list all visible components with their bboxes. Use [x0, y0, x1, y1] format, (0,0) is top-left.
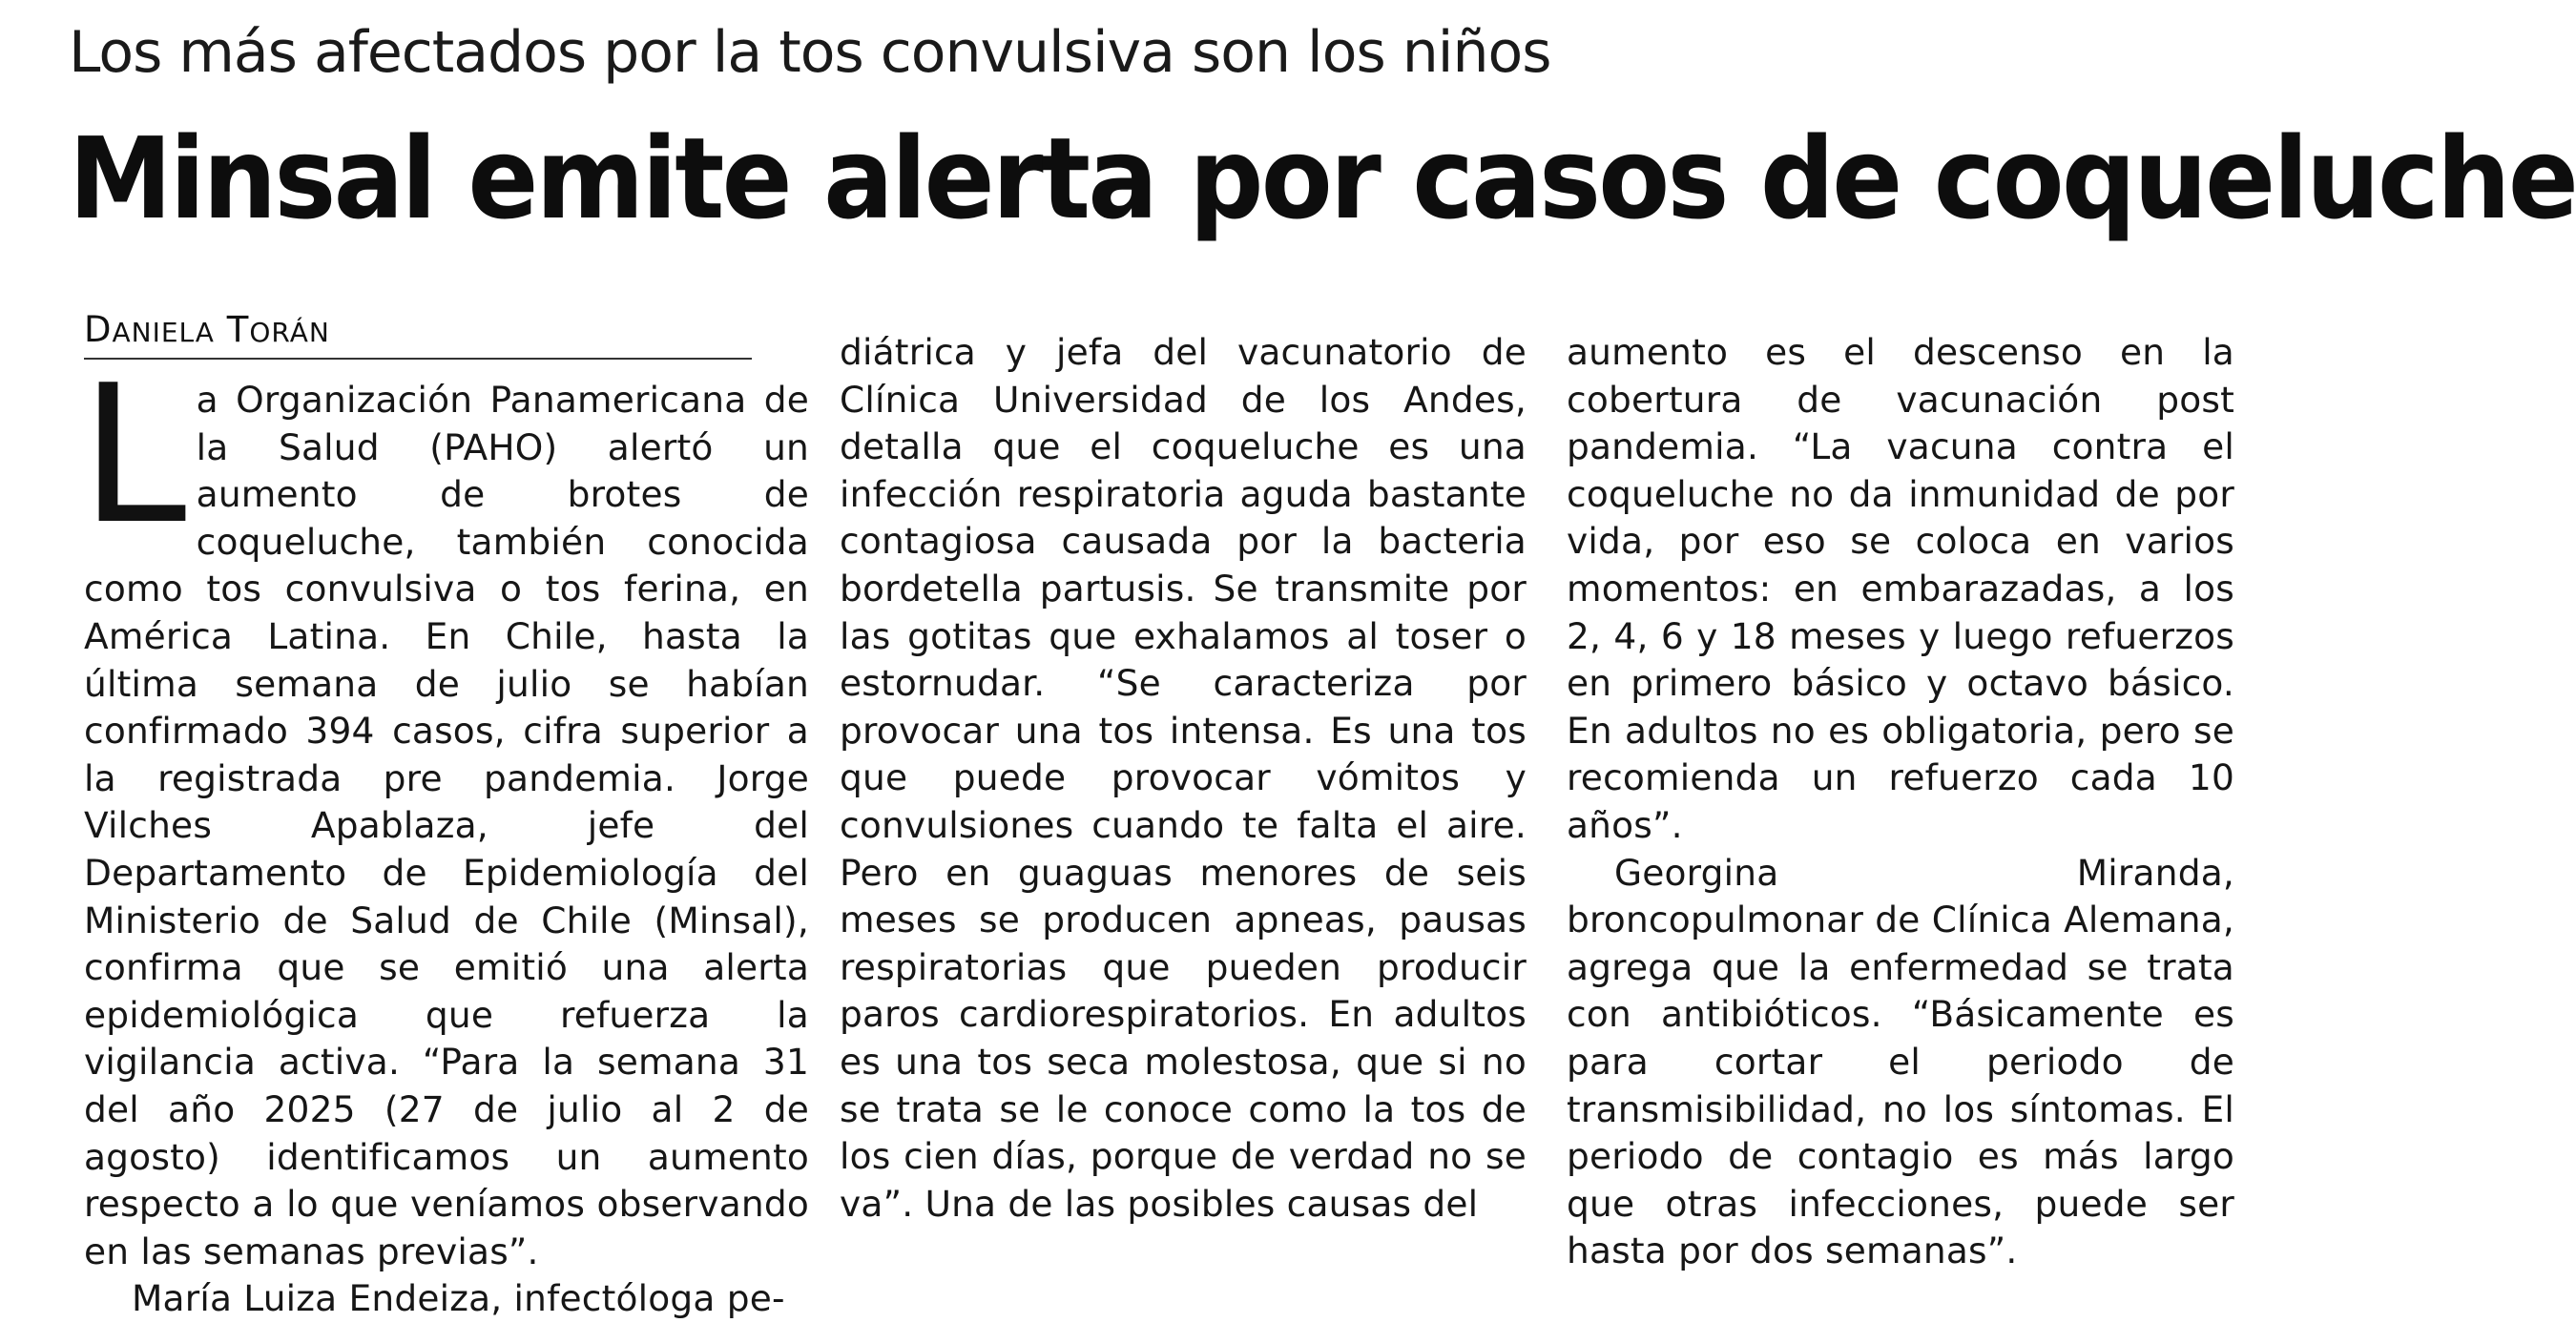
article-column-1 [80, 344, 809, 1323]
article-paragraph: aumento es el descenso en la cobertura de vacunación post pandemia. “La vacuna contra el coqueluche no da inmunidad de por vida, por eso se coloca en varios momentos: en embarazadas, a los 2, 4, 6 y 18 meses y luego refuerzos en primero básico y octavo básico. En adultos no es obligatoria, pero se recomienda un refuerzo cada 10 años”. [1567, 331, 2234, 846]
article-paragraph: diátrica y jefa del vacunatorio de Clínica Universidad de los Andes, detalla que el coqueluche es una infección respiratoria aguda bastante contagiosa causada por la bacteria bordetella partusis. Se transmite por las gotitas que exhalamos al toser o estornudar. “Se caracteriza por provocar una tos intensa. Es una tos que puede provocar vómitos y convulsiones cuando te falta el aire. Pero en guaguas menores de seis meses se producen apneas, pausas respiratorias que pueden producir paros cardiorespiratorios. En adultos es una tos seca molestosa, que si no se trata se le conoce como la tos de los cien días, porque de verdad no se va”. Una de las posibles causas del [840, 331, 1527, 1225]
drop-cap: L [80, 344, 187, 567]
article-paragraph [80, 344, 809, 1275]
article-kicker: Los más afectados por la tos convulsiva son los niños [69, 19, 1551, 86]
paragraph-text: a Organización Panamericana de la Salud (PAHO) alertó un aumento de brotes de coqueluche, también conocida como tos convulsiva o tos ferina, en América Latina. En Chile, hasta la última semana de julio se habían confirmado 394 casos, cifra superior a la registrada pre pandemia. Jorge Vilches Apablaza, jefe del Departamento de Epidemiología del Ministerio de Salud de Chile (Minsal), confirma que se emitió una alerta epidemiológica que refuerza la vigilancia activa. “Para la semana 31 del año 2025 (27 de julio al 2 de agosto) identificamos un aumento respecto a lo que veníamos observando en las semanas previas”. [84, 379, 809, 1272]
article-paragraph: María Luiza Endeiza, infectóloga pe- [132, 1277, 785, 1320]
article-column-3 [1567, 329, 2234, 1275]
byline-last-initial: T [226, 309, 250, 350]
article-paragraph: Georgina Miranda, broncopulmonar de Clínica Alemana, agrega que la enfermedad se trata con antibióticos. “Básicamente es para cortar el periodo de transmisibilidad, no los síntomas. El periodo de contagio es más largo que otras infecciones, puede ser hasta por dos semanas”. [1567, 851, 2234, 1272]
byline-first-initial: D [84, 309, 113, 350]
article-headline: Minsal emite alerta por casos de coqueluche [69, 113, 2576, 244]
article-column-2 [840, 329, 1527, 1228]
byline-first-rest: ANIELA [112, 317, 215, 348]
byline-last-rest: ORÁN [249, 317, 330, 348]
